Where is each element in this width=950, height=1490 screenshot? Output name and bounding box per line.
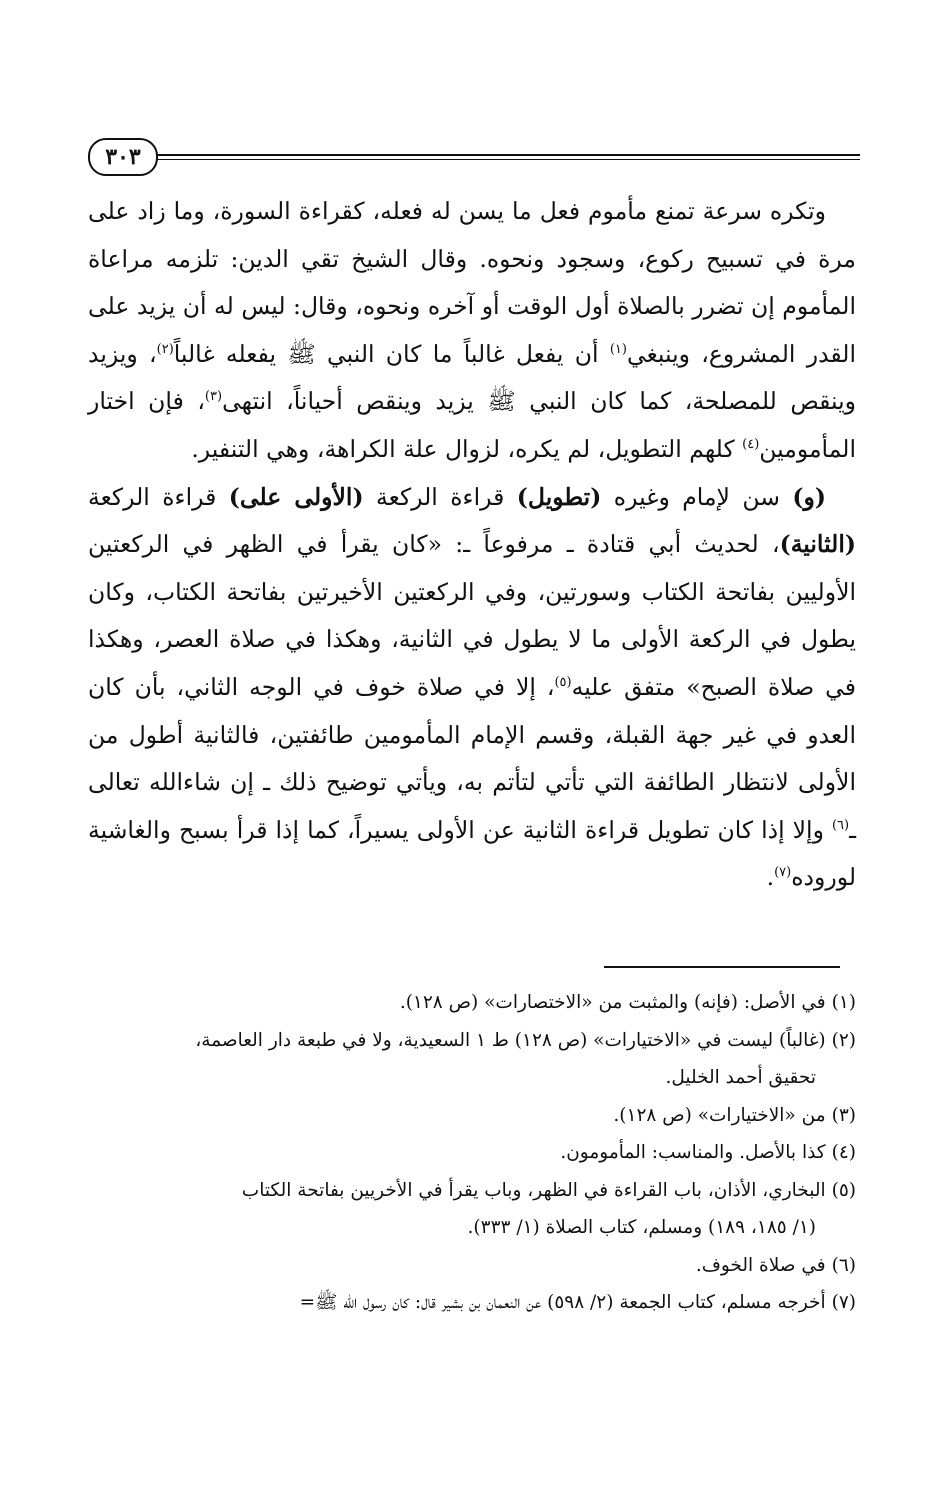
text-run: ، ويزيد وينقص للمصلحة، كما كان النبي ﷺ يزيد وينقص أحياناً، انتهى (88, 339, 856, 416)
footnote-ref-1: (١) (609, 341, 627, 357)
text-run: وتكره سرعة تمنع مأموم فعل ما يسن له فعله، كقراءة السورة، وما زاد على مرة في تسبيح ركوع، وسجود ونحوه. وقال الشيخ تقي الدين: تلزمه مراعاة المأموم إن تضرر بالصلاة أول الوقت أو آخره ونحوه، وقال: ليس له أن يزيد على القدر المشروع، وينبغي (88, 197, 856, 368)
text-run: ، لحديث أبي قتادة ـ مرفوعاً ـ: «كان يقرأ في الظهر في الركعتين الأوليين بفاتحة الكتاب وسورتين، وفي الركعتين الأخيرتين بفاتحة الكتاب، وكان يطول في الركعة الأولى ما لا يطول في الثانية، وهكذا في صلاة العصر، وهكذا في صلاة الصبح» متفق عليه (88, 530, 856, 701)
footnote-number: (٥) (831, 1179, 856, 1201)
footnote-text: كذا بالأصل. والمناسب: المأمومون. (560, 1142, 826, 1163)
text-run: كلهم التطويل، لم يكره، لزوال علة الكراهة، وهي التنفير. (191, 434, 743, 463)
footnote-text: (غالباً) ليست في «الاختيارات» (ص ١٢٨) ط ١ السعيدية، ولا في طبعة دار العاصمة، (195, 1029, 826, 1051)
footnote-5 (88, 1172, 856, 1247)
footnote-number: (٢) (831, 1029, 856, 1051)
footnote-number: (٧) (831, 1292, 856, 1313)
text-run: قراءة الركعة (363, 482, 517, 511)
matn-term: (تطويل) (516, 482, 602, 511)
footnote-continuation: (١/ ١٨٥، ١٨٩) ومسلم، كتاب الصلاة (١/ ٣٣٣). (467, 1217, 816, 1238)
footnote-text: من «الاختيارات» (ص ١٢٨). (613, 1104, 826, 1126)
text-run: ، فإن اختار المأمومين (88, 387, 856, 463)
footnote-continuation: تحقيق أحمد الخليل. (665, 1067, 816, 1088)
footnote-separator (604, 966, 840, 968)
footnote-number: (٣) (831, 1104, 856, 1126)
main-text (88, 188, 856, 902)
text-run: . (766, 863, 775, 892)
text-run: أن يفعل غالباً ما كان النبي ﷺ يفعله غالباً (173, 339, 610, 368)
footnote-ref-7: (٧) (774, 865, 792, 881)
footnote-ref-3: (٣) (204, 389, 223, 405)
footnote-4 (88, 1134, 856, 1172)
footnote-7 (88, 1284, 856, 1322)
footnote-text: في صلاة الخوف. (695, 1254, 826, 1276)
text-run: وإلا إذا كان تطويل قراءة الثانية عن الأولى يسيراً، كما إذا قرأ بسبح والغاشية لوروده (88, 815, 856, 892)
footnote-2 (88, 1022, 856, 1097)
footnote-text: أخرجه مسلم، كتاب الجمعة (٢/ ٥٩٨) عن النعمان بن بشير قال: كان رسول الله ﷺ= (299, 1292, 826, 1313)
footnote-6 (88, 1247, 856, 1285)
header-rule (148, 154, 860, 160)
footnote-number: (١) (831, 992, 856, 1013)
footnote-ref-6: (٦) (831, 817, 850, 833)
text-run: سن لإمام وغيره (601, 482, 793, 511)
paragraph-1 (88, 188, 856, 474)
matn-term: (الثانية) (779, 530, 856, 559)
footnote-ref-5: (٥) (554, 675, 572, 691)
matn-term: (و) (792, 482, 827, 511)
footnote-1 (88, 984, 856, 1022)
footnote-text: في الأصل: (فإنه) والمثبت من «الاختصارات» (ص ١٢٨). (399, 992, 826, 1013)
footnotes (88, 984, 856, 1322)
footnote-ref-4: (٤) (742, 437, 760, 453)
text-run: قراءة الركعة (88, 482, 229, 511)
footnote-3 (88, 1097, 856, 1135)
footnote-ref-2: (٢) (156, 341, 174, 357)
paragraph-2 (88, 474, 856, 902)
page-header (88, 138, 860, 178)
matn-term: (الأولى على) (228, 482, 364, 511)
footnote-number: (٤) (831, 1142, 856, 1163)
footnote-number: (٦) (831, 1254, 856, 1276)
footnote-text: البخاري، الأذان، باب القراءة في الظهر، وباب يقرأ في الأخريين بفاتحة الكتاب (241, 1179, 826, 1201)
page-number: ٣٠٣ (88, 138, 158, 176)
text-run: ، إلا في صلاة خوف في الوجه الثاني، بأن كان العدو في غير جهة القبلة، وقسم الإمام المأمومين طائفتين، فالثانية أطول من الأولى لانتظار الطائفة التي تأتي لتأتم به، ويأتي توضيح ذلك ـ إن شاءالله تعالى ـ (88, 672, 856, 844)
